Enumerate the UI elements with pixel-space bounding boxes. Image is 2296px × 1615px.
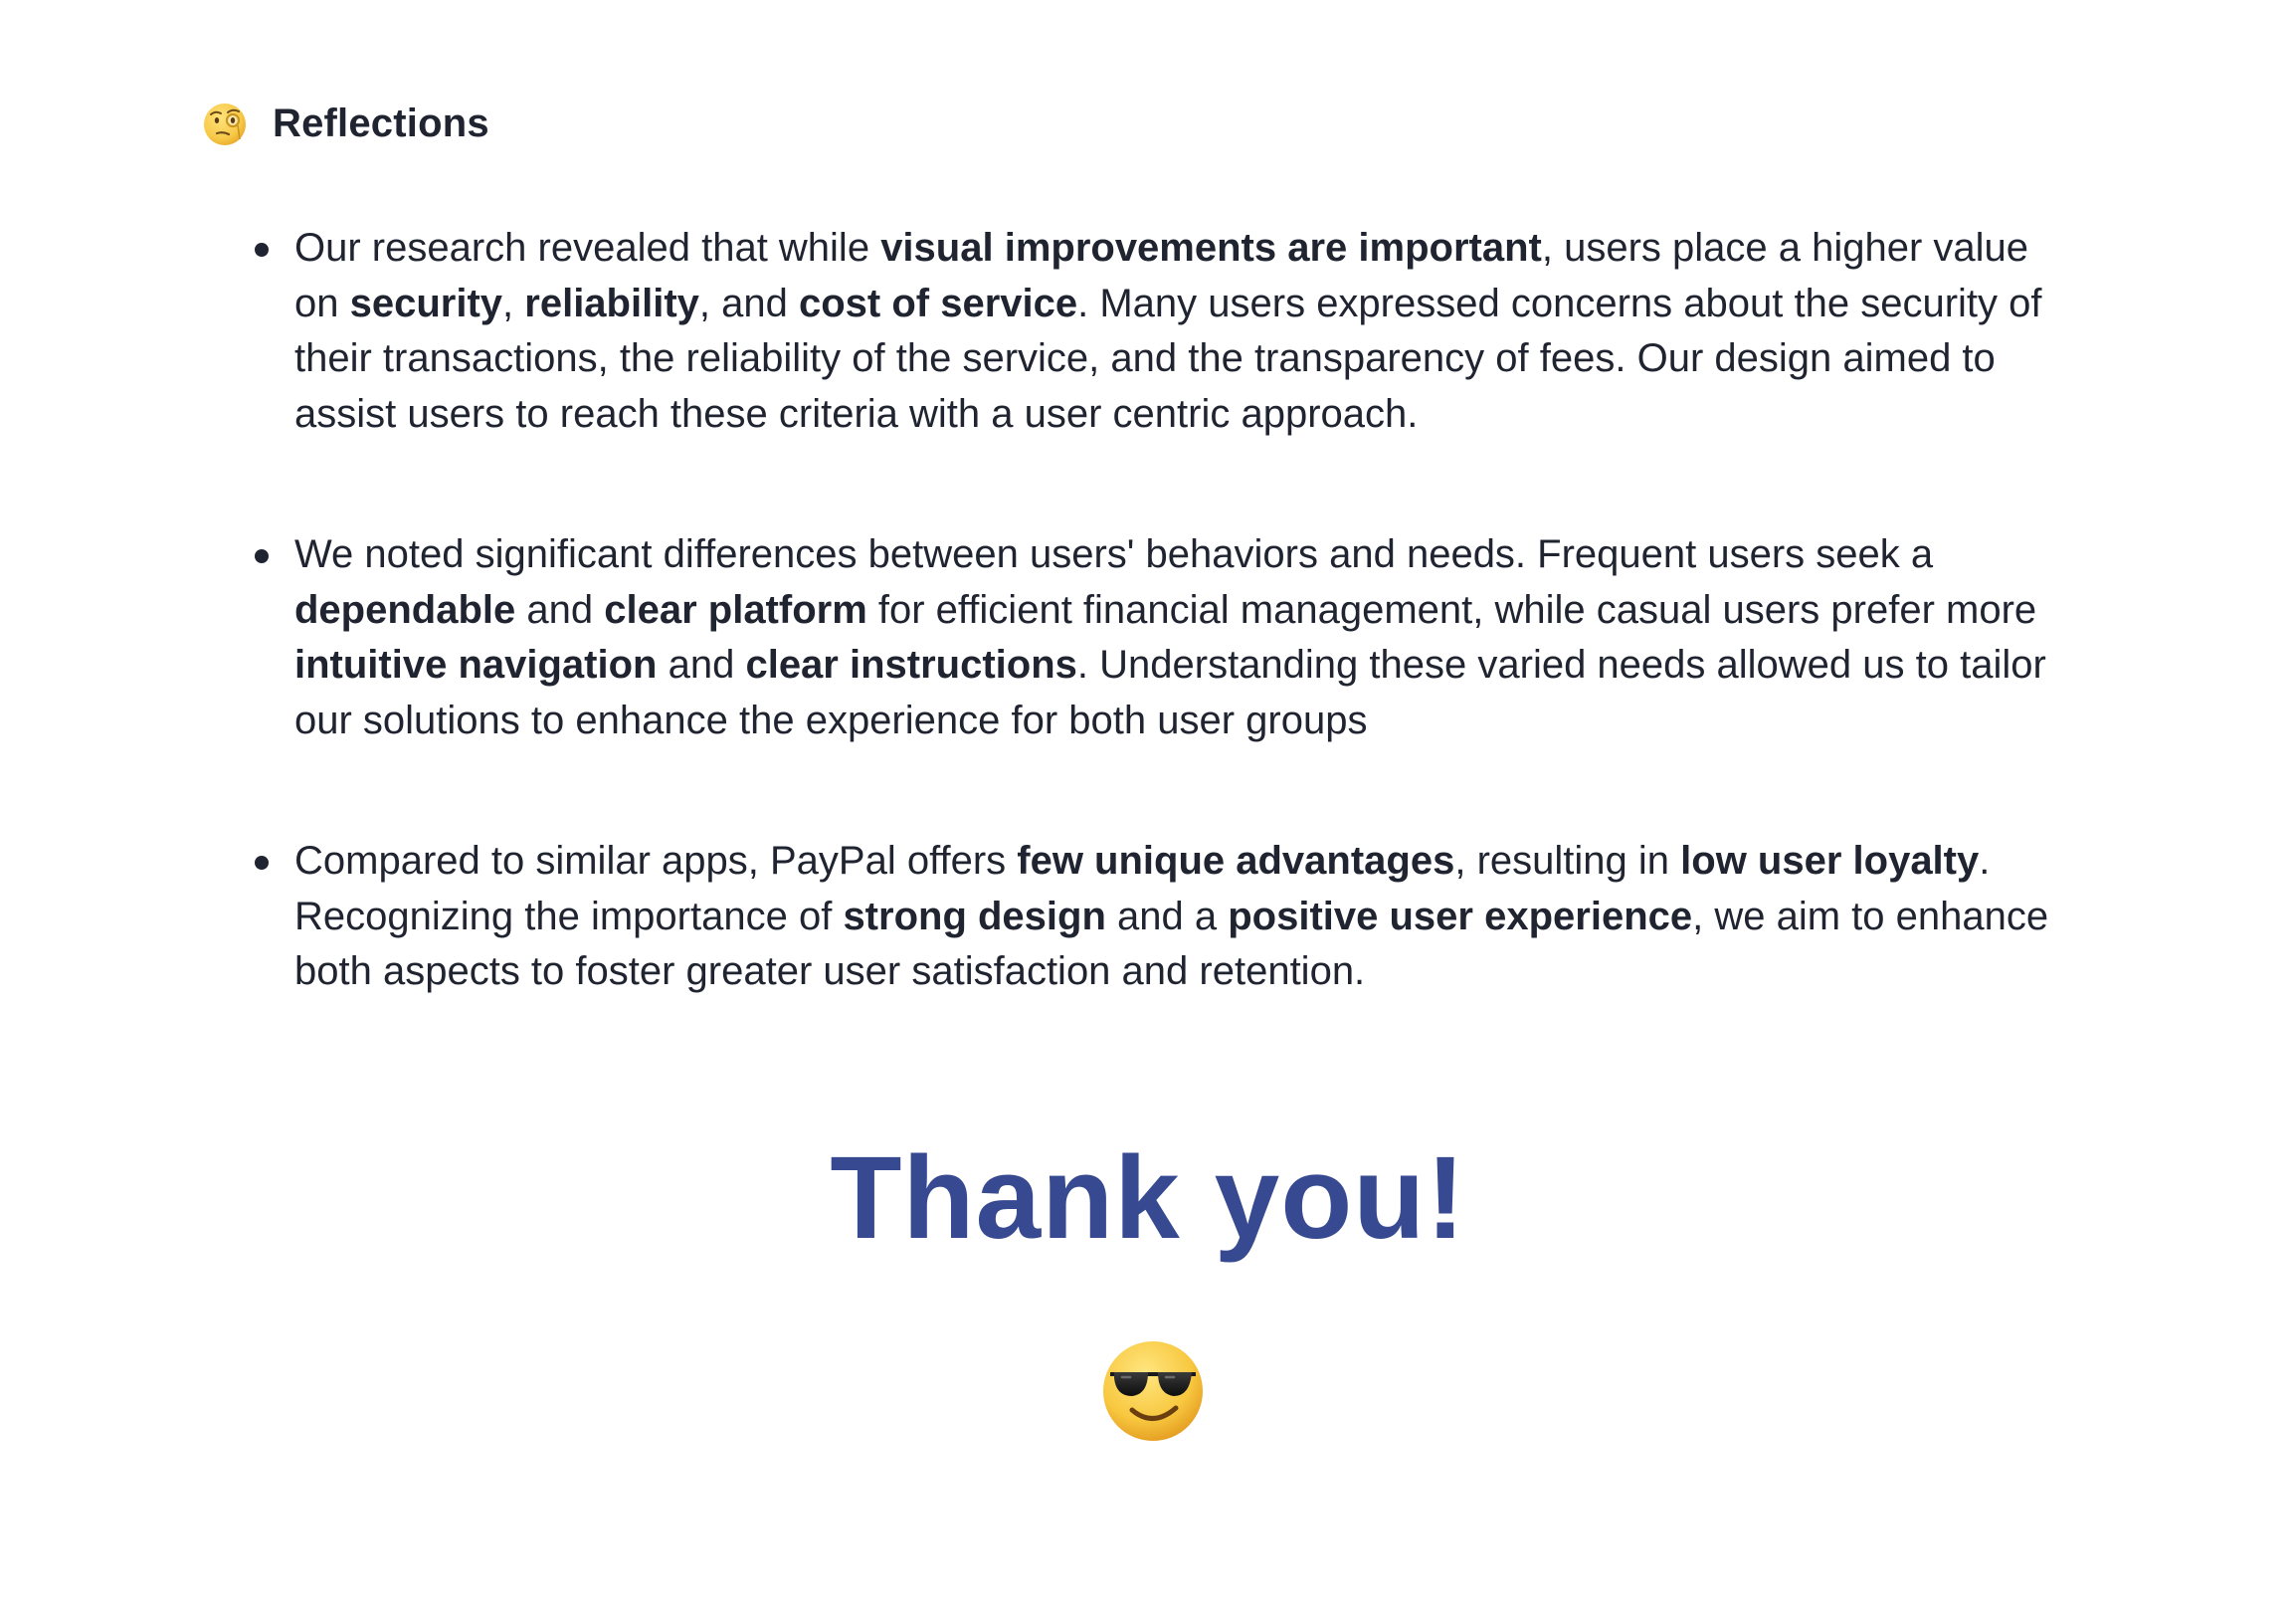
- text-segment-bold: clear instructions: [745, 643, 1077, 687]
- text-segment-bold: low user loyalty: [1680, 839, 1980, 883]
- text-segment: , users place a higher value on: [294, 226, 2029, 325]
- reflections-list: [255, 221, 2065, 1086]
- text-segment-bold: security: [349, 281, 503, 325]
- section-title: Reflections: [273, 101, 489, 145]
- text-segment-bold: positive user experience: [1228, 894, 1693, 938]
- list-item-text: [294, 839, 2048, 993]
- text-segment-bold: intuitive navigation: [294, 643, 658, 687]
- text-segment-bold: dependable: [294, 587, 516, 632]
- text-segment: and: [515, 587, 605, 632]
- text-segment: , and: [698, 281, 799, 325]
- text-segment: and a: [1105, 894, 1229, 938]
- bullet-dot: [255, 243, 269, 257]
- list-item: [255, 527, 2065, 748]
- text-segment: Compared to similar apps, PayPal offers: [294, 839, 1018, 883]
- text-segment-bold: reliability: [524, 281, 699, 325]
- text-segment-bold: cost of service: [798, 281, 1078, 325]
- text-segment: We noted significant differences between users' behaviors and needs. Frequent users seek a: [294, 532, 1934, 576]
- thank-you-heading: Thank you!: [830, 1132, 1466, 1264]
- text-segment: . Many users expressed concerns about the security of their transactions, the reliability of the service, and the transparency of fees. Our design aimed to assist users to reach these criteria with a user centric approach.: [294, 281, 2042, 436]
- text-segment: and: [657, 643, 746, 687]
- text-segment: , we aim to enhance both aspects to foster greater user satisfaction and retention.: [294, 894, 2049, 993]
- text-segment: , resulting in: [1454, 839, 1681, 883]
- text-segment: for efficient financial management, while casual users prefer more: [866, 587, 2037, 632]
- text-segment-bold: clear platform: [604, 587, 867, 632]
- text-segment: . Understanding these varied needs allowed us to tailor our solutions to enhance the experience for both user groups: [294, 643, 2046, 742]
- text-segment-bold: strong design: [843, 894, 1106, 938]
- list-item: [255, 834, 2065, 1000]
- section-header: [201, 96, 489, 151]
- text-segment: ,: [502, 281, 525, 325]
- text-segment: . Recognizing the importance of: [294, 839, 1991, 938]
- text-segment-bold: few unique advantages: [1017, 839, 1455, 883]
- list-item: [255, 221, 2065, 442]
- list-item-text: [294, 532, 2046, 742]
- smiling-face-with-sunglasses-icon: [1100, 1338, 1206, 1444]
- text-segment-bold: visual improvements are important: [880, 226, 1542, 270]
- bullet-dot: [255, 856, 269, 870]
- text-segment: Our research revealed that while: [294, 226, 881, 270]
- face-with-monocle-icon: [201, 100, 249, 147]
- list-item-text: [294, 226, 2041, 436]
- bullet-dot: [255, 549, 269, 563]
